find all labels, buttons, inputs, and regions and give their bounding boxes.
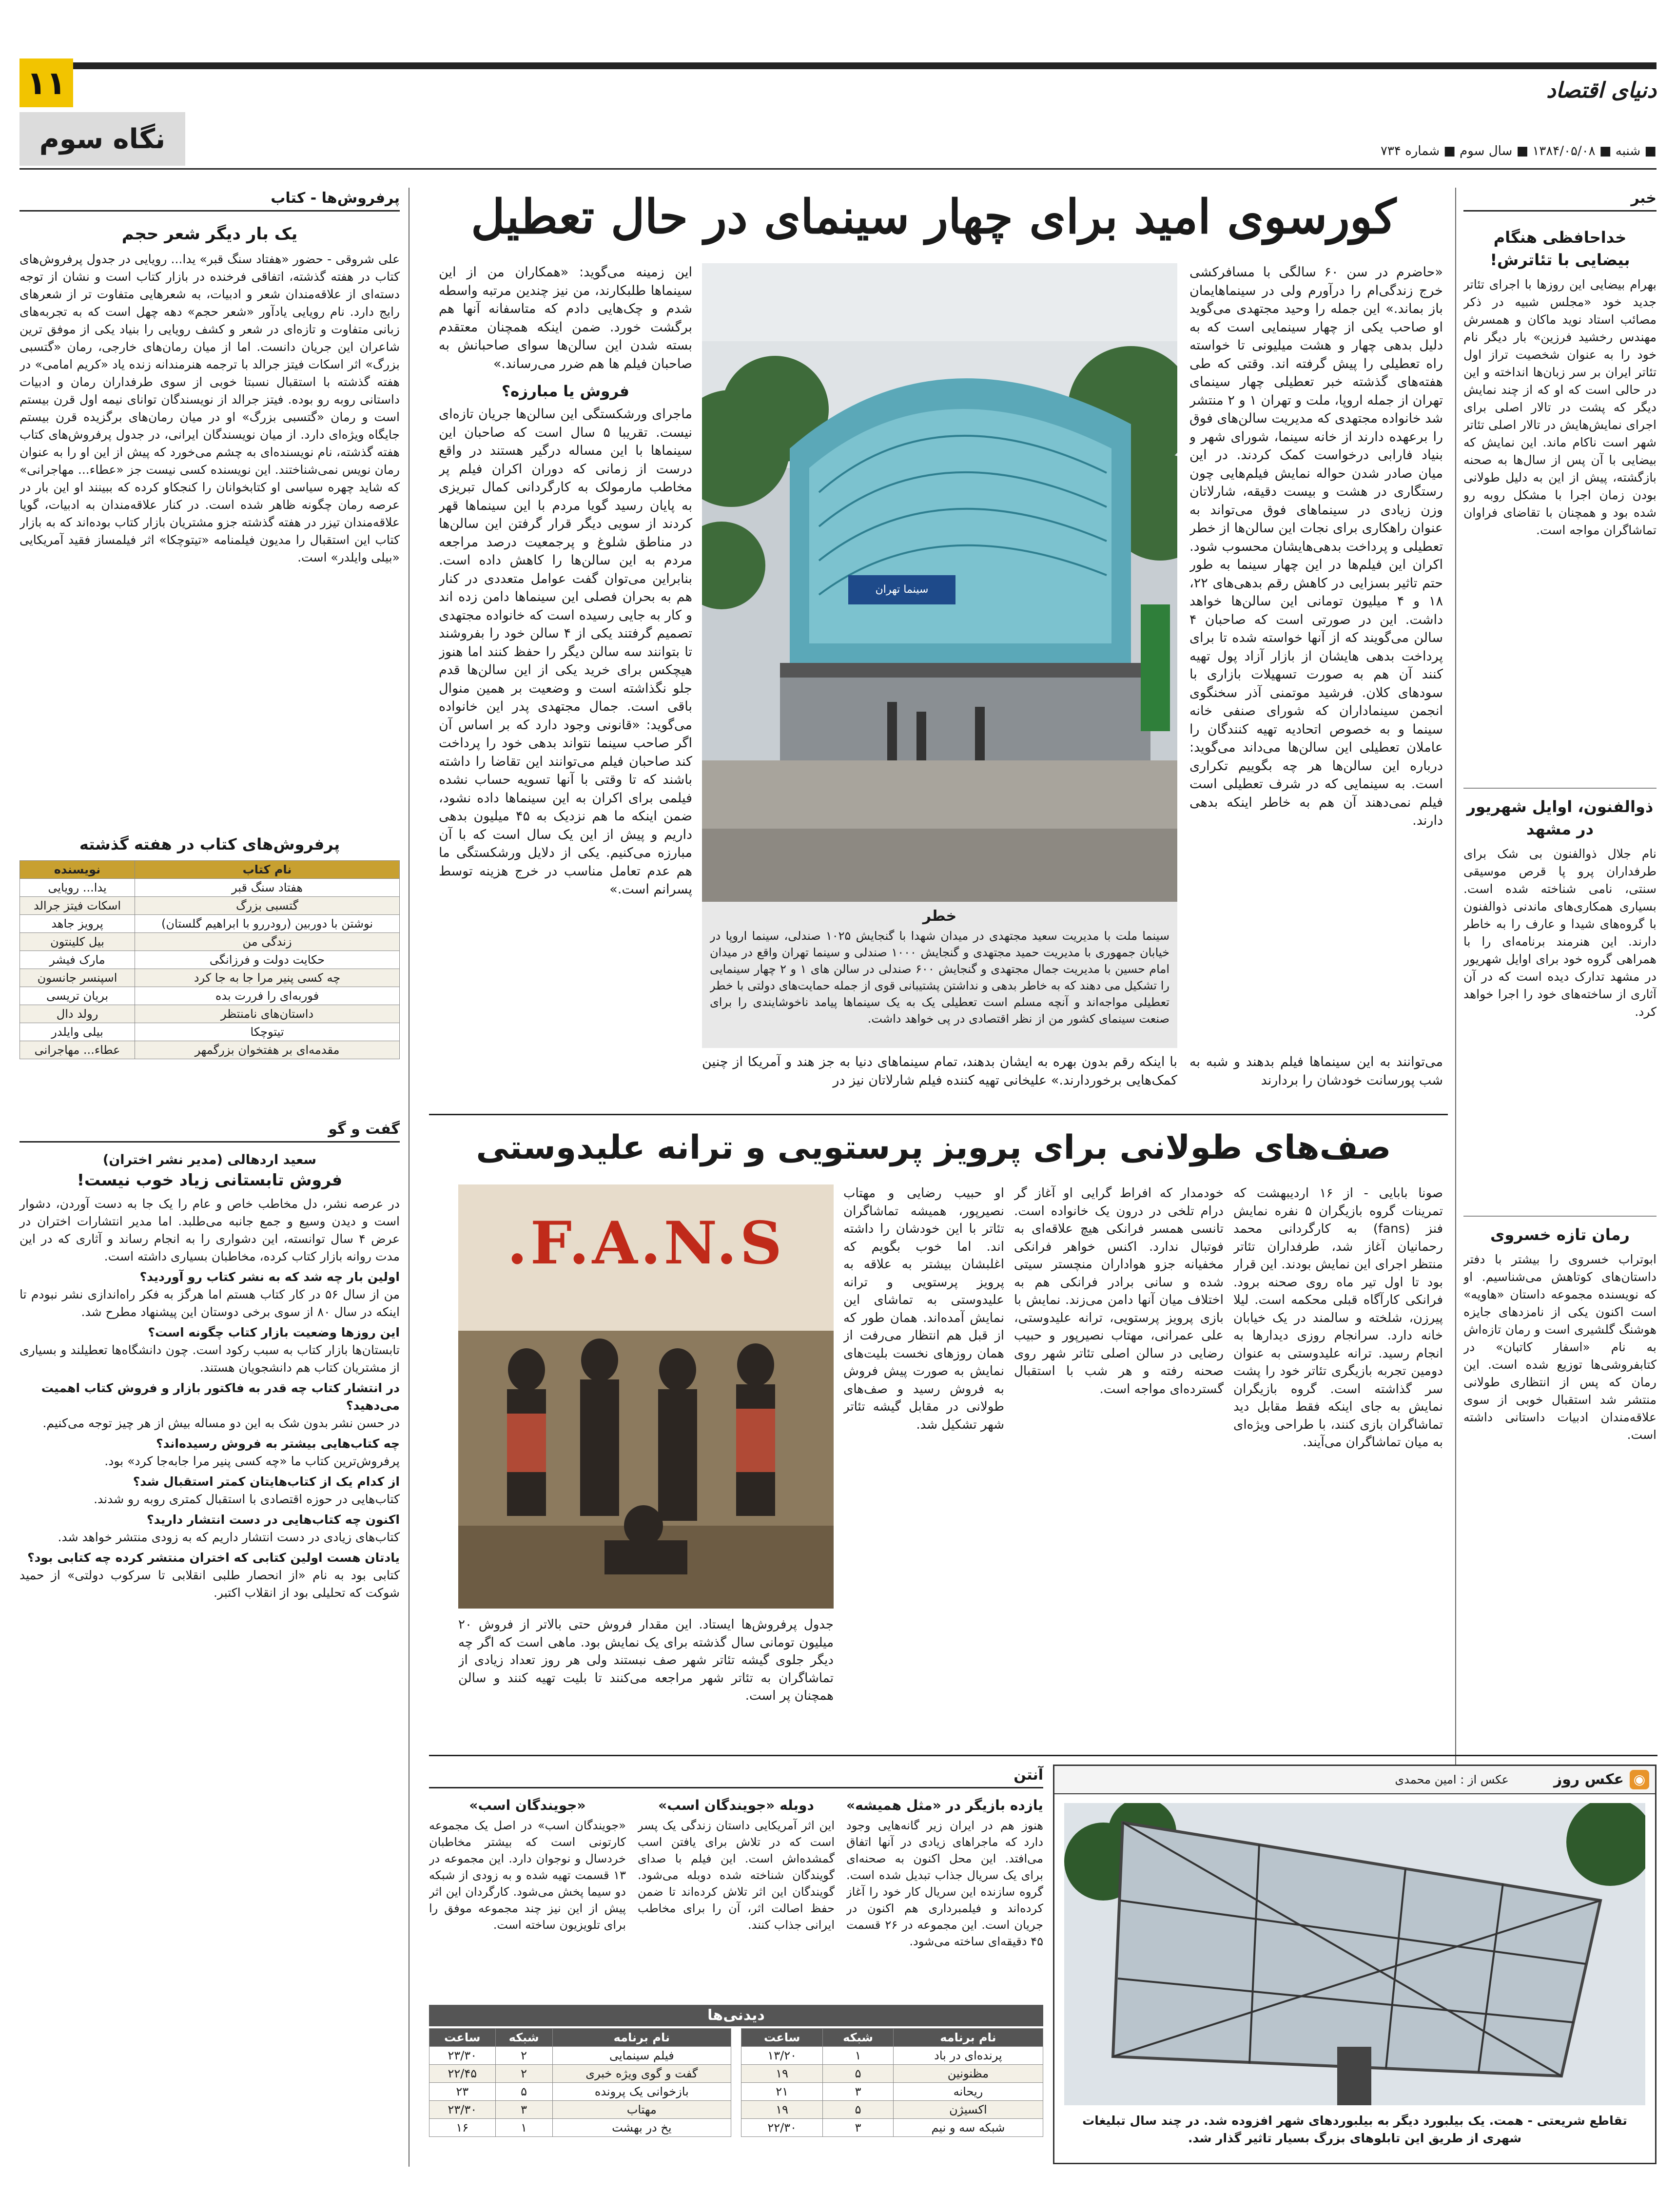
fans-photo-sign: F.A.N.S. xyxy=(507,1209,785,1278)
tv-table-left xyxy=(429,2028,731,2137)
main-story-bottom-rule xyxy=(429,1114,1448,1115)
program-name: پرنده‌ای در باد xyxy=(893,2047,1043,2065)
antenna-story xyxy=(429,1797,626,1997)
dateline: ■ شنبه ■ ۱۳۸۴/۰۵/۰۸ ■ سال سوم ■ شماره ۷۳۴ xyxy=(1380,144,1657,158)
masthead xyxy=(19,49,1657,175)
cinema-photo xyxy=(702,263,1177,902)
section-title-block xyxy=(19,112,185,166)
table-row xyxy=(20,951,400,969)
news-body: بهرام بیضایی این روزها با اجرای تئاتر جدید خود «مجلس شبیه در ذکر مصائب استاد نوید ماکان و همسرش مهندس رخشید فرزین» بار دیگر نام خود را به عنوان شخصیت تراز اول تئاتر ایران بر سر زبان‌ها انداخته و این در حالی است که او که از چند نمایش دیگر که پشت در تالار اصلی برای اجرای نمایش‌هایش در تالار اصلی تئاتر شهر است ناکام ماند. این نمایش که بیضایی با آن پس از سال‌ها به صحنه بازگشته، پیش از این به دلیل طولانی بودن زمان اجرا با مشکل روبه رو شده بود و همچنان با تقاضای فراوان تماشاگران مواجه است. xyxy=(1463,277,1657,537)
interview-intro: در عرصه نشر، دل مخاطب خاص و عام را یک جا به دست آوردن، دشوار است و دیدن وسیع و جمع جانبه می‌طلبد. اما مدیر انتشارات اختران در عرض ۴ سال توانسته، این دشواری را به انجام رساند و آثاری که در این مدت روانه بازار کتاب کرده، مخاطبان بسیاری داشته است. xyxy=(19,1197,400,1263)
answer: کتابی بود به نام «از انحصار طلبی انقلابی تا سرکوب دولتی» از حمید شوکت که تحلیلی بود از انقلاب اکتبر. xyxy=(19,1568,400,1600)
antenna-body: هنوز هم در ایران زیر گانه‌هایی وجود دارد که ماجراهای زیادی در آنها اتفاق می‌افتد. این محل اکنون به صحنه‌ای برای یک سریال جذاب تبدیل شده است. گروه سازنده این سریال کار خود را آغاز کرده‌اند و فیلمبرداری هم اکنون در جریان است. این مجموعه در ۲۶ قسمت ۴۵ دقیقه‌ای ساخته می‌شود. xyxy=(846,1819,1043,1948)
book-title: زندگی من xyxy=(135,933,400,951)
channel: ۱ xyxy=(495,2119,552,2137)
interview-section-title xyxy=(19,1119,400,1143)
fans-col-3: او حبیب رضایی و مهتاب نصیرپور، همیشه تماشاگران تئاتر با این خودشان را داشته اند. اما خوب بگویم که اغلبشان بیشتر به علاقه به پرویز پرستویی و ترانه علیدوستی به تماشای این نمایش آمده‌اند. همان طور که از قبل هم انتظار می‌رفت از همان روزهای نخست بلیت‌های نمایش به صورت پیش فروش به فروش رسید و صف‌های طولانی در مقابل گیشه تئاتر شهر تشکیل شد. xyxy=(843,1186,1004,1432)
table-header: شبکه xyxy=(823,2029,893,2047)
book-title: تیتوچکا xyxy=(135,1023,400,1041)
news-section-title xyxy=(1463,188,1657,212)
book-title: نوشتن با دوربین (رودررو با ابراهیم گلستان) xyxy=(135,915,400,933)
billboard-photo xyxy=(1064,1803,1645,2105)
bestseller-table-wrap xyxy=(19,860,400,1059)
time: ۲۳/۳۰ xyxy=(429,2047,496,2065)
bestseller-table-title: پرفروش‌های کتاب در هفته گذشته xyxy=(79,835,340,854)
antenna-story xyxy=(846,1797,1043,1997)
book-author: پرویز جاهد xyxy=(20,915,135,933)
interview-qa xyxy=(19,1268,400,1602)
table-row xyxy=(20,897,400,915)
program-name: مظنونین xyxy=(893,2065,1043,2083)
table-row xyxy=(20,969,400,987)
camera-icon: ◉ xyxy=(1630,1770,1649,1789)
channel: ۳ xyxy=(823,2083,893,2101)
time: ۲۲/۴۵ xyxy=(429,2065,496,2083)
photo-of-day xyxy=(1053,1765,1657,2164)
time: ۱۹ xyxy=(741,2065,823,2083)
books-column xyxy=(19,188,400,1104)
antenna-section-label: آنتن xyxy=(1013,1766,1043,1784)
table-row xyxy=(20,987,400,1005)
photo-of-day-title: عکس روز xyxy=(1554,1771,1624,1788)
table-row xyxy=(741,2065,1043,2083)
program-name: ریحانه xyxy=(893,2083,1043,2101)
page-number: ۱۱ xyxy=(26,64,66,102)
book-title: هفتاد سنگ قبر xyxy=(135,879,400,897)
main-col-right: «حاضرم در سن ۶۰ سالگی با مسافرکشی خرج زندگی‌ام را درآورم ولی در سینماهایمان باز بماند.» این جمله را وحید مجتهدی می‌گوید او صاحب یکی از چهار سینمایی است که به دلیل بدهی چهار و هشت میلیونی تا خواسته راه تعطیلی را پیش گرفته اند. وقتی که طی هفته‌های گذشته خبر تعطیلی چهار سینمای تهران از جمله اروپا، ملت و تهران ۱ و ۲ منتشر شد خانواده مجتهدی که مدیریت سالن‌های فوق را برعهده دارند از خانه سینما، شورای شهر و بنیاد فارابی درخواست کمک کردند. در این میان صادر شدن حواله نمایش فیلم‌هایی چون رستگاری در هشت و بیست دقیقه، شارلاتان وزن زیادی در سینماهای فوق می‌تواند به عنوان راهکاری برای نجات این سالن‌ها از خطر تعطیلی و پرداخت بدهی‌هایشان محسوب شود. اکران این فیلم‌ها در این چهار سینما به طور حتم تاثیر بسزایی در کاهش رقم بدهی‌های ۲۲، ۱۸ و ۴ میلیون تومانی این سالن‌ها خواهد داشت. این در صورتی است که صاحبان ۴ سالن می‌گویند که از آنها خواسته شده تا برای پرداخت بدهی هایشان از بازار آزاد پول تهیه کنند آن هم به صورت تسهیلات بازاری با سودهای کلان. فرشید موتمنی آذر سخنگوی انجمن سینماداران که شورای صنفی خانه سینما و به خصوص اتحادیه تهیه کنندگان را عاملان تعطیلی این سالن‌ها می‌داند می‌گوید: درباره این سالن‌ها هر چه بگوییم تکراری است. به سینمایی که در شرف تعطیلی است فیلم نمی‌دهند آن هم به خاطر اینکه بدهی دارند. xyxy=(1189,265,1443,828)
book-title: فوربه‌ای را فررت بده xyxy=(135,987,400,1005)
answer: پرفروش‌ترین کتاب ما «چه کسی پنیر مرا جابه‌جا کرد» بود. xyxy=(104,1454,400,1468)
main-middle-text: این زمینه می‌گوید: «همکاران من از این سینماها طلبکارند، من نیز چندین مرتبه واسطه شدم و چک‌هایی دادم که متاسفانه آنها هم برگشت خورد. ضمن اینکه همچنان معتقدم بسته شدن این سالن‌ها سوای صاحبانش به صاحبان فیلم ها هم ضرر می‌رساند.» xyxy=(439,265,692,371)
book-title: حکایت دولت و فرزانگی xyxy=(135,951,400,969)
top-rule xyxy=(19,62,1657,69)
table-row xyxy=(20,1041,400,1059)
table-header: ساعت xyxy=(429,2029,496,2047)
news-body: ابوتراب خسروی را بیشتر با دفتر داستان‌های کوتاهش می‌شناسیم. او که نویسنده مجموعه داستان «هاویه» است اکنون یکی از نامزدهای جایزه هوشنگ گلشیری است و رمان تازه‌اش به نام «اسفار کاتبان» در کتابفروشی‌ها توزیع شده است. این رمان که پس از انتظاری طولانی منتشر شد استقبال خوبی از سوی علاقه‌مندان ادبیات داستانی داشته است. xyxy=(1463,1252,1657,1442)
table-row xyxy=(741,2101,1043,2119)
antenna-stories xyxy=(429,1797,1043,1997)
interview-section-label: گفت و گو xyxy=(328,1121,400,1138)
table-header: نویسنده xyxy=(20,861,135,879)
fans-story-bottom-rule xyxy=(429,1755,1657,1756)
table-row xyxy=(429,2083,731,2101)
book-author: یدا... رویایی xyxy=(20,879,135,897)
question: از کدام یک از کتاب‌هایتان کمتر استقبال شد؟ xyxy=(133,1475,400,1489)
news-column xyxy=(1463,188,1657,1442)
book-title: چه کسی پنیر مرا جا به جا کرد xyxy=(135,969,400,987)
book-title: گتسبی بزرگ xyxy=(135,897,400,915)
book-author: عطاء... مهاجرانی xyxy=(20,1041,135,1059)
time: ۲۱ xyxy=(741,2083,823,2101)
news-item xyxy=(1463,226,1657,778)
answer: کتاب‌های زیادی در دست انتشار داریم که به زودی منتشر خواهد شد. xyxy=(58,1530,400,1544)
table-row xyxy=(20,933,400,951)
table-row xyxy=(741,2047,1043,2065)
book-author: بیلی وایلدر xyxy=(20,1023,135,1041)
antenna-headline: «جویندگان اسب» xyxy=(469,1797,586,1813)
masthead-bottom-rule xyxy=(19,168,1657,170)
time: ۲۲/۳۰ xyxy=(741,2119,823,2137)
table-row xyxy=(429,2065,731,2083)
page-number-badge xyxy=(19,58,73,107)
book-author: مارک فیشر xyxy=(20,951,135,969)
interview-headline: فروش تابستانی زیاد خوب نیست! xyxy=(77,1170,343,1189)
antenna-section-title xyxy=(429,1765,1043,1788)
tv-table-title: دیدنی‌ها xyxy=(429,2005,1043,2026)
book-author: بریان تریسی xyxy=(20,987,135,1005)
table-row xyxy=(429,2047,731,2065)
table-row xyxy=(429,2101,731,2119)
billboard-photo-illustration xyxy=(1064,1803,1645,2105)
table-row xyxy=(429,2119,731,2137)
answer: من از سال ۵۶ در کار کتاب هستم اما هرگز به فکر راه‌اندازی نشر نبودم تا اینکه در سال ۸۰ از سوی برخی دوستان این پیشنهاد مطرح شد. xyxy=(19,1287,400,1319)
book-author: رولد دال xyxy=(20,1005,135,1023)
main-bottom-left: با اینکه رقم بدون بهره به ایشان بدهند، تمام سینماهای دنیا به جز هند و آمریکا از چنین کمک‌هایی برخوردارند.» علیخانی تهیه کننده فیلم شارلاتان نیز در xyxy=(702,1054,1177,1088)
table-row xyxy=(20,1023,400,1041)
news-item xyxy=(1463,1216,1657,1592)
photo-credit: عکس از : امین محمدی xyxy=(1395,1773,1509,1786)
question: این روزها وضعیت بازار کتاب چگونه است؟ xyxy=(148,1325,400,1339)
tv-tables xyxy=(429,2028,1043,2137)
main-col-middle xyxy=(439,263,692,1043)
table-header: ساعت xyxy=(741,2029,823,2047)
program-name: بازخوانی یک پرونده xyxy=(552,2083,731,2101)
main-headline: کورسوی امید برای چهار سینمای در حال تعطیل xyxy=(470,189,1397,244)
antenna-body: «جویندگان اسب» در اصل یک مجموعه کارتونی است که بیشتر مخاطبان خردسال و نوجوان دارد. این مجموعه در ۱۳ قسمت تهیه شده و به زودی از شبکه دو سیما پخش می‌شود. کارگردان این اثر پیش از این نیز چند مجموعه موفق را برای تلویزیون ساخته است. xyxy=(429,1819,626,1932)
books-section-title xyxy=(19,188,400,212)
fans-col-4: جدول پرفروش‌ها ایستاد. این مقدار فروش حتی بالاتر از فروش ۲۰ میلیون تومانی سال گذشته برای یک نمایش بود. ماهی است که اگر چه دیگر جلوی گیشه تئاتر شهر صف نبستند ولی هر روز تعداد زیادی از تماشاگران به تئاتر شهر مراجعه می‌کنند تا بلیت تهیه کنند و سالن همچنان پر است. xyxy=(458,1617,834,1703)
channel: ۵ xyxy=(495,2083,552,2101)
antenna-body: این اثر آمریکایی داستان زندگی یک پسر است که در تلاش برای یافتن اسب گمشده‌اش است. این فیلم با صدای گویندگان شناخته شده دوبله می‌شود. گویندگان این اثر تلاش کرده‌اند تا ضمن حفظ اصالت اثر، آن را برای مخاطب ایرانی جذاب کنند. xyxy=(638,1819,835,1932)
time: ۲۳/۳۰ xyxy=(429,2101,496,2119)
table-header: شبکه xyxy=(495,2029,552,2047)
time: ۱۹ xyxy=(741,2101,823,2119)
antenna-section xyxy=(429,1765,1043,2164)
book-author: اسکات فیتز جرالد xyxy=(20,897,135,915)
program-name: مهتاب xyxy=(552,2101,731,2119)
paper-logo: دنیای اقتصاد xyxy=(1546,78,1657,103)
table-row xyxy=(741,2119,1043,2137)
channel: ۱ xyxy=(823,2047,893,2065)
news-headline: رمان تازه خسروی xyxy=(1490,1225,1630,1244)
table-header: نام کتاب xyxy=(135,861,400,879)
fans-col-1: صونا بابایی - از ۱۶ اردیبهشت که تمرینات گروه بازیگران ۵ نفره نمایش فنز (fans) به کارگردانی محمد رحمانیان آغاز شد، طرفداران تئاتر منتظر اجرای این نمایش بودند. این قرار بود تا اول تیر ماه روی صحنه برود. فرانکی کارآگاه قبلی محکمه است. لیلا پیرزن، شلخته و سالمند در یک خیابان خانه دارد. سرانجام روزی دیدارها به انجام رسید. ترانه علیدوستی به عنوان دومین تجربه بازیگری تئاتر خود را پشت سر گذاشته است. گروه بازیگران نمایش به جای اینکه فقط مقابل دید تماشاگران بازی کنند، با طراحی ویژه‌ای به میان تماشاگران می‌آیند. xyxy=(1233,1186,1443,1450)
answer: در حسن نشر بدون شک به این دو مساله بیش از هر چیز توجه می‌کنیم. xyxy=(42,1416,400,1430)
table-row xyxy=(741,2083,1043,2101)
main-subhead: فروش یا مبارزه؟ xyxy=(502,383,629,400)
book-author: بیل کلینتون xyxy=(20,933,135,951)
fans-headline: صف‌های طولانی برای پرویز پرستویی و ترانه علیدوستی xyxy=(476,1128,1391,1167)
antenna-headline: یازده بازیگر در «مثل همیشه» xyxy=(846,1797,1043,1813)
channel: ۲ xyxy=(495,2065,552,2083)
book-author: اسپنسر جانسون xyxy=(20,969,135,987)
interview-column xyxy=(19,1119,400,2167)
table-header: نام برنامه xyxy=(893,2029,1043,2047)
fans-photo xyxy=(458,1184,834,1609)
interview-subhead: سعید اردهالی (مدیر نشر اختران) xyxy=(102,1152,317,1167)
channel: ۵ xyxy=(823,2065,893,2083)
photo-of-day-header xyxy=(1054,1766,1655,1794)
channel: ۵ xyxy=(823,2101,893,2119)
question: یادتان هست اولین کتابی که اختران منتشر کرده چه کتابی بود؟ xyxy=(27,1551,400,1565)
table-row xyxy=(20,915,400,933)
program-name: اکسیژن xyxy=(893,2101,1043,2119)
antenna-story xyxy=(638,1797,835,1997)
question: چه کتاب‌هایی بیشتر به فروش رسیده‌اند؟ xyxy=(156,1436,400,1451)
photo-caption-title: خطر xyxy=(922,908,957,925)
fans-col-2: خودمدار که افراط گرایی او آغاز گر درام تلخی در درون یک خانواده است. تانسی همسر فرانکی هیچ علاقه‌ای به فوتبال ندارد. اکنس خواهر فرانکی مخفیانه جزو هواداران منچستر سیتی شده و سانی برادر فرانکی هم به اختلاف میان آنها دامن می‌زند. نمایش با بازی پرویز پرستویی، ترانه علیدوستی، علی عمرانی، مهتاب نصیرپور و حبیب رضایی در سالن اصلی تئاتر شهر روی صحنه رفته و هر شب با استقبال گسترده‌ای مواجه است. xyxy=(1014,1186,1224,1397)
channel: ۳ xyxy=(495,2101,552,2119)
program-name: فیلم سینمایی xyxy=(552,2047,731,2065)
books-headline: یک بار دیگر شعر حجم xyxy=(121,224,298,244)
book-title: مقدمه‌ای بر هفتخوان بزرگمهر xyxy=(135,1041,400,1059)
answer: تابستان‌ها بازار کتاب به سبب رکود است. چون دانشگاه‌ها تعطیلند و بسیاری از مشتریان کتاب هم دانشجویان هستند. xyxy=(19,1343,400,1375)
program-name: یخ در بهشت xyxy=(552,2119,731,2137)
channel: ۲ xyxy=(495,2047,552,2065)
photo-caption-box xyxy=(702,902,1177,1048)
photo-caption-text: سینما ملت با مدیریت سعید مجتهدی در میدان شهدا با گنجایش ۱۰۲۵ صندلی، سینما اروپا در خیابان جمهوری با مدیریت حمید مجتهدی و گنجایش ۱۰۰۰ صندلی و سینما تهران واقع در میدان امام حسین با مدیریت جمال مجتهدی و گنجایش ۶۰۰ صندلی در سالن های ۱ و ۲ چهار سینمایی را تشکیل می دهند که به خاطر بدهی و نداشتن پشتیبانی قوی از جمله حمایت‌های دولتی با خطر تعطیلی مواجه‌اند و آنچه مسلم است تعطیلی یک به یک سینماها پیامد ناخوشایندی را برای صنعت سینمای کشور من از نظر اقتصادی در پی خواهد داشت. xyxy=(710,929,1169,1026)
news-column-divider xyxy=(1455,188,1456,1786)
photo-of-day-caption: تقاطع شریعتی - همت. یک بیلبورد دیگر به بیلبوردهای شهر افزوده شد. در چند سال تبلیغات شهری از طریق این تابلوهای بزرگ بسیار تاثیر گذار شد. xyxy=(1082,2114,1627,2145)
main-middle-text-2: ماجرای ورشکستگی این سالن‌ها جریان تازه‌ای نیست. تقریبا ۵ سال است که صاحبان این سینماها با این مساله درگیر هستند در واقع درست از زمانی که دوران اکران فیلم پر مخاطب مارمولک به کارگردانی کمال تبریزی به پایان رسید گویا مردم با این سینماها قهر کردند از سویی دیگر قرار گرفتن این سالن‌ها در مناطق شلوغ و پرجمعیت درصد مراجعه مردم به این سالن‌ها را کاهش داده است. بنابراین می‌توان گفت عوامل متعددی در کنار هم به بحران فصلی این سینماها دامن زده اند و کار به جایی رسیده است که خانواده مجتهدی تصمیم گرفتند یکی از ۴ سالن خود را بفروشند تا بتوانند سه سالن دیگر را حفظ کنند اما هنوز هیچکس برای خرید یکی از این سالن‌ها قدم جلو نگذاشته است و وضعیت بر همین منوال باقی است. جمال مجتهدی پدر این خانواده می‌گوید: «قانونی وجود دارد که بر اساس آن اگر صاحب سینما نتواند بدهی خود را پرداخت کند صاحبان فیلم می‌توانند این تقاضا را داشته باشند که تا وقتی با آنها تسویه حساب نشده فیلمی برای اکران به این سینماها داده نشود، ضمن اینکه ما هم نزدیک به ۴۵ میلیون بدهی داریم و پیش از این یک سال است که با آن مبارزه می‌کنیم. یکی از دلایل ورشکستگی ما هم عدم تعامل مناسب در خرج هزینه توسط پسرانم است.» xyxy=(439,407,692,897)
answer: کتاب‌هایی در حوزه اقتصادی با استقبال کمتری روبه رو شدند. xyxy=(94,1492,400,1506)
news-section-label: خبر xyxy=(1631,190,1657,207)
news-headline: خداحافظی هنگام بیضایی با تئاترش! xyxy=(1490,228,1630,269)
time: ۲۳ xyxy=(429,2083,496,2101)
antenna-headline: دوبله «جویندگان اسب» xyxy=(658,1797,814,1813)
question: اکنون چه کتاب‌هایی در دست انتشار دارید؟ xyxy=(147,1513,400,1527)
question: در انتشار کتاب چه قدر به فاکتور بازار و فروش کتاب اهمیت می‌دهید؟ xyxy=(41,1381,400,1413)
table-header: نام برنامه xyxy=(552,2029,731,2047)
books-section-label: پرفروش‌ها - کتاب xyxy=(271,190,400,207)
section-title: نگاه سوم xyxy=(39,123,166,155)
table-row xyxy=(20,879,400,897)
bestseller-table xyxy=(19,860,400,1059)
news-item xyxy=(1463,788,1657,1206)
time: ۱۶ xyxy=(429,2119,496,2137)
cinema-photo-sign: سینما تهران xyxy=(875,583,929,596)
program-name: شبکه سه و نیم xyxy=(893,2119,1043,2137)
tv-table-right xyxy=(741,2028,1043,2137)
news-headline: ذوالفنون، اوایل شهریور در مشهد xyxy=(1466,797,1654,838)
main-bottom-right: می‌توانند به این سینماها فیلم بدهند و شبه به شب پورسانت خودشان را بردارند xyxy=(1189,1054,1443,1088)
channel: ۳ xyxy=(823,2119,893,2137)
program-name: گفت و گوی ویژه خبری xyxy=(552,2065,731,2083)
books-body: علی شروقی - حضور «هفتاد سنگ قبر» یدا... رویایی در جدول پرفروش‌های کتاب در هفته گذشته، اتفاقی فرخنده در بازار کتاب است و نشان از توجه دسته‌ای از علاقه‌مندان شعر و ادبیات، به شعرهایی متفاوت تر از شعرهای رایج دارد. نام رویایی یادآور «شعر حجم» دهه چهل است که به تجربه‌های زبانی متفاوت و تازه‌ای در شعر و کشف رویایی را بنیاد یکی از موفق ترین شاعران این جریان دانست. اما از میان رمان‌های خارجی، رمان «گتسبی بزرگ» اثر اسکات فیتز جرالد با ترجمه هنرمندانه زنده یاد «کریم امامی» در هفته گذشته با استقبال نسبتا خوبی از سوی طرفداران رمان و ادبیات داستانی روبه رو بوده. فیتز جرالد از نویسندگان توانای نیمه اول قرن بیستم است و رمان «گتسبی بزرگ» او در میان رمان‌های برگزیده قرن بیستم جایگاه ویژه‌ای دارد. از میان نویسندگان ایرانی، در جدول پرفروش‌های کتاب هفته گذشته، نام نویسنده‌ای به چشم می‌خورد که پیش از این او را به عنوان رمان نویس نمی‌شناختند. این نویسنده کسی نیست جز «عطاء... مهاجرانی» که شاید چهره سیاسی او کتابخوانان را کنجکاو کرده که ببینند او این بار در عرصه رمان چگونه ظاهر شده است. در کنار علاقه‌مندان به ادبیات، گویا علاقه‌مندان تیزر در هفته گذشته جزو مشتریان بازار کتاب بوده‌اند که به بازار کتاب این استقبال را مدیون فیلمنامه «تیتوچکا» اثر فیلمساز فقید آمریکایی «بیلی وایلدر» است. xyxy=(19,252,400,564)
book-title: داستان‌های نامنتظر xyxy=(135,1005,400,1023)
question: اولین بار چه شد که به نشر کتاب رو آوردید؟ xyxy=(139,1270,400,1284)
table-row xyxy=(20,1005,400,1023)
news-body: نام جلال ذوالفنون بی شک برای طرفداران پرو پا قرص موسیقی سنتی، نامی شناخته شده است. بسیاری همکاری‌های ماندنی ذوالفنون با گروه‌های شیدا و عارف را به خاطر دارند. این هنرمند برنامه‌ای را با همراهی گروه خود برای اوایل شهریور در مشهد تدارک دیده است که در آن آثاری از ساخته‌های خود را اجرا خواهد کرد. xyxy=(1463,847,1657,1019)
time: ۱۳/۲۰ xyxy=(741,2047,823,2065)
